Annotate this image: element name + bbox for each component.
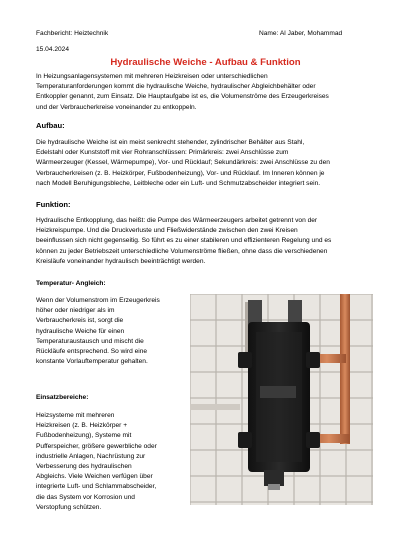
funktion-heading: Funktion: — [36, 200, 71, 209]
einsatz-line: die das System vor Korrosion und — [36, 493, 135, 501]
photo-illustration — [190, 294, 373, 505]
einsatz-line: Abgleichs. Viele Weichen verfügen über — [36, 473, 153, 481]
temperatur-paragraph — [36, 296, 186, 367]
aufbau-line: Verbraucherkreisen (z. B. Heizkörper, Fußbodenheizung), Vor- und Rücklauf. Im Inneren können je — [36, 169, 325, 177]
funktion-line: können zu jeder Betriebszeit unterschiedliche Volumenströme fließen, ohne dass die verschiedenen — [36, 247, 328, 255]
temperatur-line: Verbraucherkreis ist, sorgt die — [36, 317, 124, 325]
hydraulic-separator-photo — [190, 294, 373, 505]
temperatur-line: hydraulische Weiche für einen — [36, 327, 125, 335]
einsatz-heading: Einsatzbereiche: — [36, 394, 89, 401]
funktion-paragraph — [36, 216, 375, 267]
einsatz-line: Verbesserung des hydraulischen — [36, 463, 132, 471]
document-date: 15.04.2024 — [36, 46, 70, 53]
intro-paragraph — [36, 72, 375, 113]
temperatur-line: höher oder niedriger als im — [36, 307, 115, 315]
document-title: Hydraulische Weiche - Aufbau & Funktion — [110, 57, 301, 68]
aufbau-line: Edelstahl oder Kunststoff mit vier Rohranschlüssen: Primärkreis: zwei Anschlüsse zum — [36, 149, 289, 157]
intro-line: Entkoppler genannt, zum Einsatz. Die Hauptaufgabe ist es, die Volumenströme des Erzeugerkreises — [36, 93, 329, 101]
intro-line: In Heizungsanlagensystemen mit mehreren Heizkreisen oder unterschiedlichen — [36, 73, 268, 80]
aufbau-heading: Aufbau: — [36, 121, 65, 130]
einsatz-line: industrielle Anlagen, Nachrüstung zur — [36, 452, 146, 460]
aufbau-line: nach Modell Beruhigungsbleche, Leitbleche oder ein Luft- und Schmutzabscheider integriert sein. — [36, 179, 321, 187]
intro-line: Temperaturanforderungen kommt die hydraulische Weiche, hydraulischer Abgleichbehälter oder — [36, 83, 316, 91]
temperatur-line: Wenn der Volumenstrom im Erzeugerkreis — [36, 297, 160, 304]
header-author: Name: Al Jaber, Mohammad — [259, 30, 343, 37]
temperatur-heading: Temperatur- Angleich: — [36, 280, 106, 287]
einsatz-line: Pufferspeicher, größere gewerbliche oder — [36, 442, 157, 450]
einsatz-line: integrierte Luft- und Schlammabscheider, — [36, 483, 157, 491]
temperatur-line: konstante Vorlauftemperatur gehalten. — [36, 358, 148, 366]
funktion-line: Kreisläufe voneinander hydraulisch beeinträchtigt werden. — [36, 257, 206, 265]
temperatur-line: Rückläufe entsprechend. So wird eine — [36, 348, 148, 356]
temperatur-line: Temperaturaustausch und mischt die — [36, 337, 144, 345]
einsatz-line: Verstopfung schützen. — [36, 503, 102, 511]
aufbau-line: Die hydraulische Weiche ist ein meist senkrecht stehender, zylindrischer Behälter aus Stahl, — [36, 139, 305, 146]
funktion-line: beeinflussen sich nicht gegenseitig. So führt es zu einer stabileren und effizienteren Regelung und es — [36, 237, 332, 245]
einsatz-line: Heizsysteme mit mehreren — [36, 412, 115, 419]
intro-line: und der Verbraucherkreise voneinander zu entkoppeln. — [36, 103, 197, 111]
einsatz-line: Fußbodenheizung), Systeme mit — [36, 432, 132, 440]
header-subject: Fachbericht: Heiztechnik — [36, 30, 109, 37]
einsatz-line: Heizkreisen (z. B. Heizkörper + — [36, 422, 128, 430]
aufbau-paragraph — [36, 138, 375, 189]
einsatz-paragraph — [36, 411, 186, 513]
aufbau-line: Wärmeerzeuger (Kessel, Wärmepumpe), Vor- und Rücklauf; Sekundärkreis: zwei Anschlüsse zu den — [36, 159, 330, 167]
funktion-line: Hydraulische Entkopplung, das heißt: die Pumpe des Wärmeerzeugers arbeitet getrennt von der — [36, 217, 318, 224]
funktion-line: Heizkreispumpe. Und die Druckverluste und Fließwiderstände zwischen den zwei Kreisen — [36, 227, 298, 235]
